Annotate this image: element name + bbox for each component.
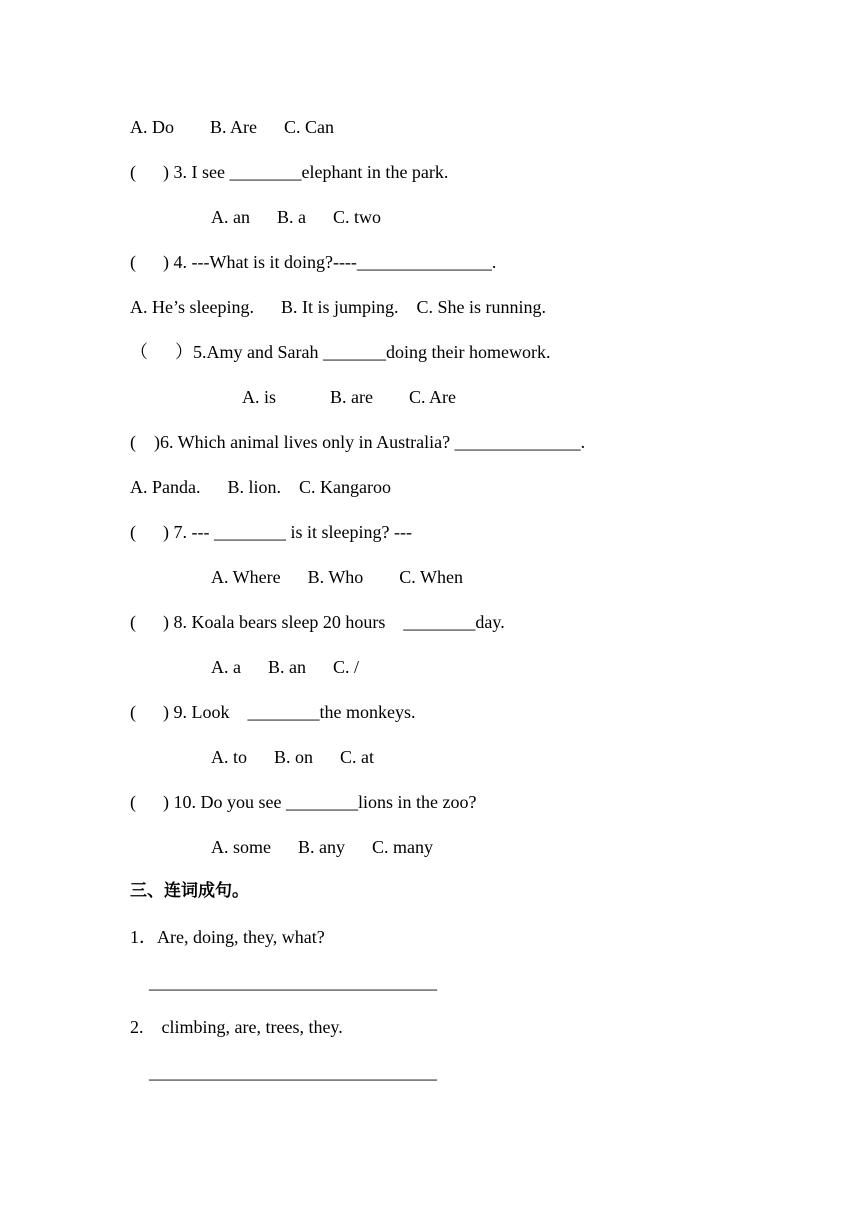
line-q9-options: A. to B. on C. at — [211, 747, 375, 767]
line-q3: ( ) 3. I see ________elephant in the park. — [130, 162, 449, 182]
line-q4: ( ) 4. ---What is it doing?----_______________. — [130, 252, 497, 272]
line-q5-options: A. is B. are C. Are — [242, 387, 456, 407]
line-q8: ( ) 8. Koala bears sleep 20 hours ________day. — [130, 612, 505, 632]
line-q9: ( ) 9. Look ________the monkeys. — [130, 702, 416, 722]
line-q3-options: A. an B. a C. two — [211, 207, 381, 227]
line-q6: ( )6. Which animal lives only in Australia? ______________. — [130, 432, 586, 452]
sentence-2-prompt: 2. climbing, are, trees, they. — [130, 1017, 343, 1037]
sentence-2-answer-line: ________________________________ — [149, 1062, 437, 1082]
line-q4-options: A. He’s sleeping. B. It is jumping. C. She is running. — [130, 297, 546, 317]
line-q7-options: A. Where B. Who C. When — [211, 567, 463, 587]
line-q6-options: A. Panda. B. lion. C. Kangaroo — [130, 477, 391, 497]
line-q10-options: A. some B. any C. many — [211, 837, 433, 857]
line-q2-options: A. Do B. Are C. Can — [130, 117, 334, 137]
section-heading: 三、连词成句。 — [130, 881, 249, 901]
line-q10: ( ) 10. Do you see ________lions in the zoo? — [130, 792, 477, 812]
line-q7: ( ) 7. --- ________ is it sleeping? --- — [130, 522, 412, 542]
sentence-1-answer-line: ________________________________ — [149, 972, 437, 992]
line-q5: （ ）5.Amy and Sarah _______doing their homework. — [130, 342, 551, 362]
line-q8-options: A. a B. an C. / — [211, 657, 359, 677]
sentence-1-prompt: 1．Are, doing, they, what? — [130, 927, 325, 947]
